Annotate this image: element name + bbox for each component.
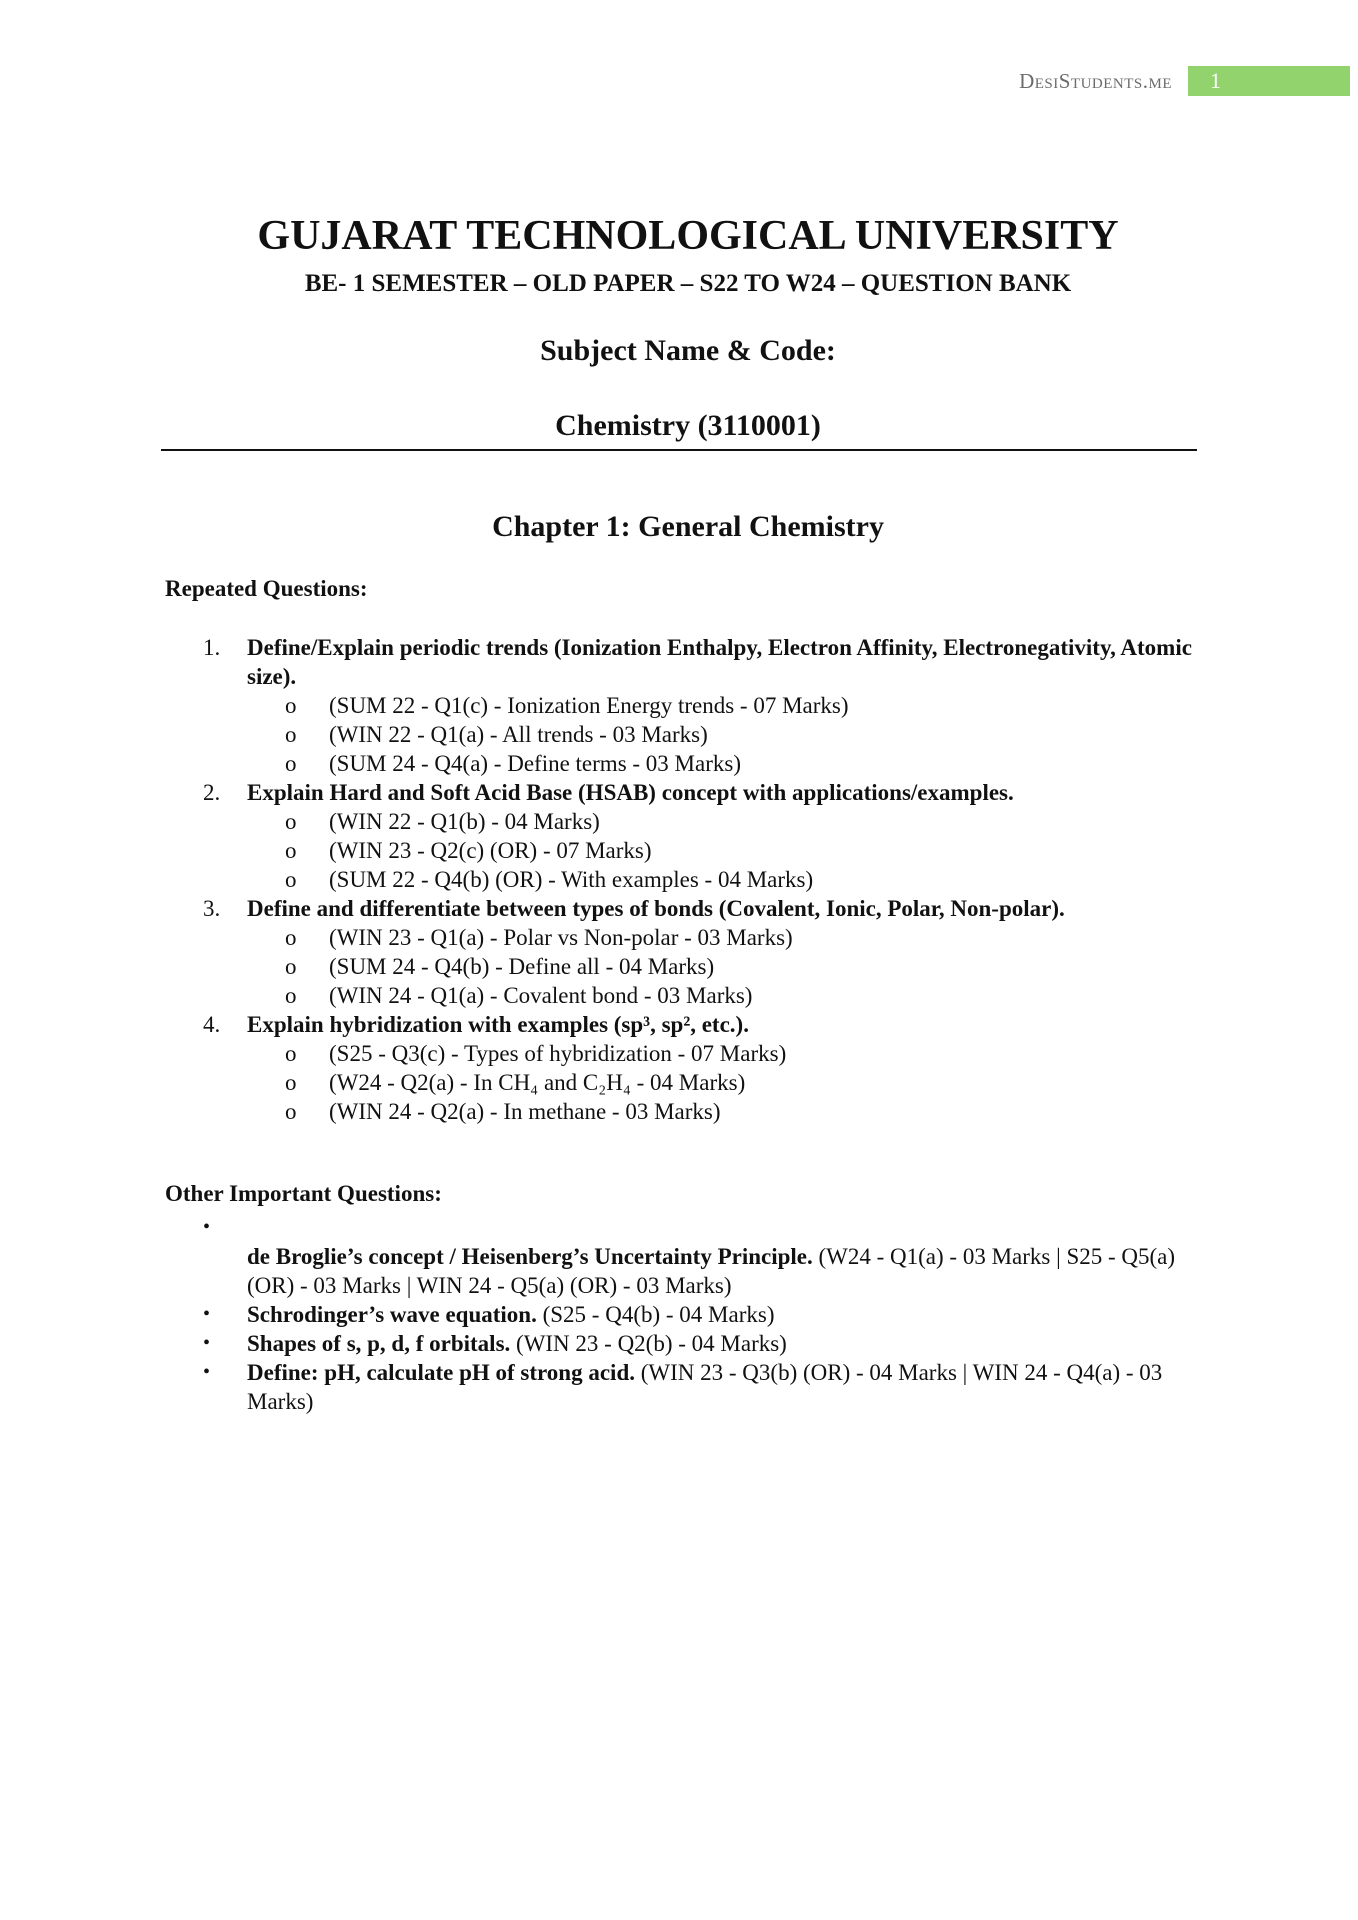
- document-title: GUJARAT TECHNOLOGICAL UNIVERSITY: [257, 213, 1119, 259]
- question-text: Define/Explain periodic trends (Ionization Enthalpy, Electron Affinity, Electronegativity, Atomic size).: [247, 635, 1192, 689]
- reference-item: [247, 836, 1205, 865]
- reference-text: (S25 - Q3(c) - Types of hybridization - 07 Marks): [329, 1041, 787, 1066]
- circle-bullet-icon: o: [285, 809, 297, 834]
- question-number: 4.: [203, 1012, 221, 1037]
- question-item: [165, 633, 1205, 778]
- page-number: 1: [1188, 66, 1350, 96]
- page-header: [1019, 66, 1350, 96]
- reference-item: [247, 952, 1205, 981]
- other-question-title: Define: pH, calculate pH of strong acid.: [247, 1360, 635, 1385]
- other-question-title: de Broglie’s concept / Heisenberg’s Uncertainty Principle.: [247, 1244, 813, 1269]
- question-number: 1.: [203, 635, 221, 660]
- horizontal-rule: [161, 449, 1197, 451]
- subject-label: Subject Name & Code:: [540, 334, 836, 367]
- reference-text: (WIN 23 - Q1(a) - Polar vs Non-polar - 03 Marks): [329, 925, 793, 950]
- question-item: [165, 778, 1205, 894]
- reference-item: [247, 865, 1205, 894]
- question-item: [165, 1010, 1205, 1126]
- subject-name: Chemistry (3110001): [555, 409, 821, 442]
- other-question-body: [247, 1300, 1205, 1329]
- other-question-item: [165, 1358, 1205, 1416]
- other-question-item: [165, 1329, 1205, 1358]
- reference-text: (WIN 24 - Q1(a) - Covalent bond - 03 Marks): [329, 983, 753, 1008]
- dot-bullet-icon: •: [203, 1303, 211, 1325]
- question-text: Explain hybridization with examples (sp³, sp², etc.).: [247, 1012, 749, 1037]
- repeated-questions-list: [165, 633, 1205, 1126]
- other-question-refs: (WIN 23 - Q2(b) - 04 Marks): [510, 1331, 787, 1356]
- reference-text: (SUM 22 - Q1(c) - Ionization Energy trends - 07 Marks): [329, 693, 849, 718]
- circle-bullet-icon: o: [285, 983, 297, 1008]
- circle-bullet-icon: o: [285, 1070, 297, 1095]
- reference-item: [247, 691, 1205, 720]
- reference-text: (SUM 22 - Q4(b) (OR) - With examples - 04 Marks): [329, 867, 814, 892]
- circle-bullet-icon: o: [285, 693, 297, 718]
- reference-text: (WIN 22 - Q1(a) - All trends - 03 Marks): [329, 722, 708, 747]
- circle-bullet-icon: o: [285, 751, 297, 776]
- reference-item: [247, 1039, 1205, 1068]
- repeated-questions-heading: Repeated Questions:: [165, 576, 368, 601]
- dot-bullet-icon: •: [203, 1216, 211, 1238]
- other-question-item: [165, 1300, 1205, 1329]
- circle-bullet-icon: o: [285, 867, 297, 892]
- dot-bullet-icon: •: [203, 1332, 211, 1354]
- site-name: DesiStudents.me: [1019, 68, 1172, 93]
- reference-text: (WIN 22 - Q1(b) - 04 Marks): [329, 809, 600, 834]
- circle-bullet-icon: o: [285, 838, 297, 863]
- reference-item: [247, 1097, 1205, 1126]
- question-item: [165, 894, 1205, 1010]
- reference-text: (W24 - Q2(a) - In CH₄ and C₂H₄ - 04 Marks): [329, 1070, 746, 1095]
- reference-text: (WIN 23 - Q2(c) (OR) - 07 Marks): [329, 838, 652, 863]
- other-question-body: [247, 1213, 1205, 1300]
- circle-bullet-icon: o: [285, 954, 297, 979]
- question-references: [247, 923, 1205, 1010]
- chapter-title: Chapter 1: General Chemistry: [492, 510, 884, 543]
- other-question-title: Shapes of s, p, d, f orbitals.: [247, 1331, 511, 1356]
- reference-item: [247, 720, 1205, 749]
- question-references: [247, 1039, 1205, 1126]
- circle-bullet-icon: o: [285, 1099, 297, 1124]
- reference-text: (SUM 24 - Q4(a) - Define terms - 03 Marks): [329, 751, 741, 776]
- circle-bullet-icon: o: [285, 925, 297, 950]
- circle-bullet-icon: o: [285, 1041, 297, 1066]
- other-questions-list: [165, 1213, 1205, 1416]
- reference-item: [247, 923, 1205, 952]
- document-subtitle: BE- 1 SEMESTER – OLD PAPER – S22 TO W24 – QUESTION BANK: [304, 270, 1072, 297]
- question-text: Define and differentiate between types of bonds (Covalent, Ionic, Polar, Non-polar).: [247, 896, 1065, 921]
- reference-item: [247, 749, 1205, 778]
- other-question-item: [165, 1213, 1205, 1300]
- reference-text: (SUM 24 - Q4(b) - Define all - 04 Marks): [329, 954, 715, 979]
- reference-item: [247, 981, 1205, 1010]
- other-question-refs: (W24 - Q1(a) - 03 Marks | S25 - Q5(a) (OR) - 03 Marks | WIN 24 - Q5(a) (OR) - 03 Marks): [247, 1244, 1176, 1298]
- question-text: Explain Hard and Soft Acid Base (HSAB) concept with applications/examples.: [247, 780, 1014, 805]
- other-question-body: [247, 1329, 1205, 1358]
- other-question-refs: (WIN 23 - Q3(b) (OR) - 04 Marks | WIN 24 - Q4(a) - 03 Marks): [247, 1360, 1163, 1414]
- reference-text: (WIN 24 - Q2(a) - In methane - 03 Marks): [329, 1099, 721, 1124]
- question-number: 2.: [203, 780, 221, 805]
- question-references: [247, 691, 1205, 778]
- other-questions-heading: Other Important Questions:: [165, 1181, 442, 1206]
- other-question-body: [247, 1358, 1205, 1416]
- other-question-title: Schrodinger’s wave equation.: [247, 1302, 537, 1327]
- dot-bullet-icon: •: [203, 1361, 211, 1383]
- question-references: [247, 807, 1205, 894]
- circle-bullet-icon: o: [285, 722, 297, 747]
- other-question-refs: (S25 - Q4(b) - 04 Marks): [536, 1302, 775, 1327]
- reference-item: [247, 807, 1205, 836]
- reference-item: [247, 1068, 1205, 1097]
- question-number: 3.: [203, 896, 221, 921]
